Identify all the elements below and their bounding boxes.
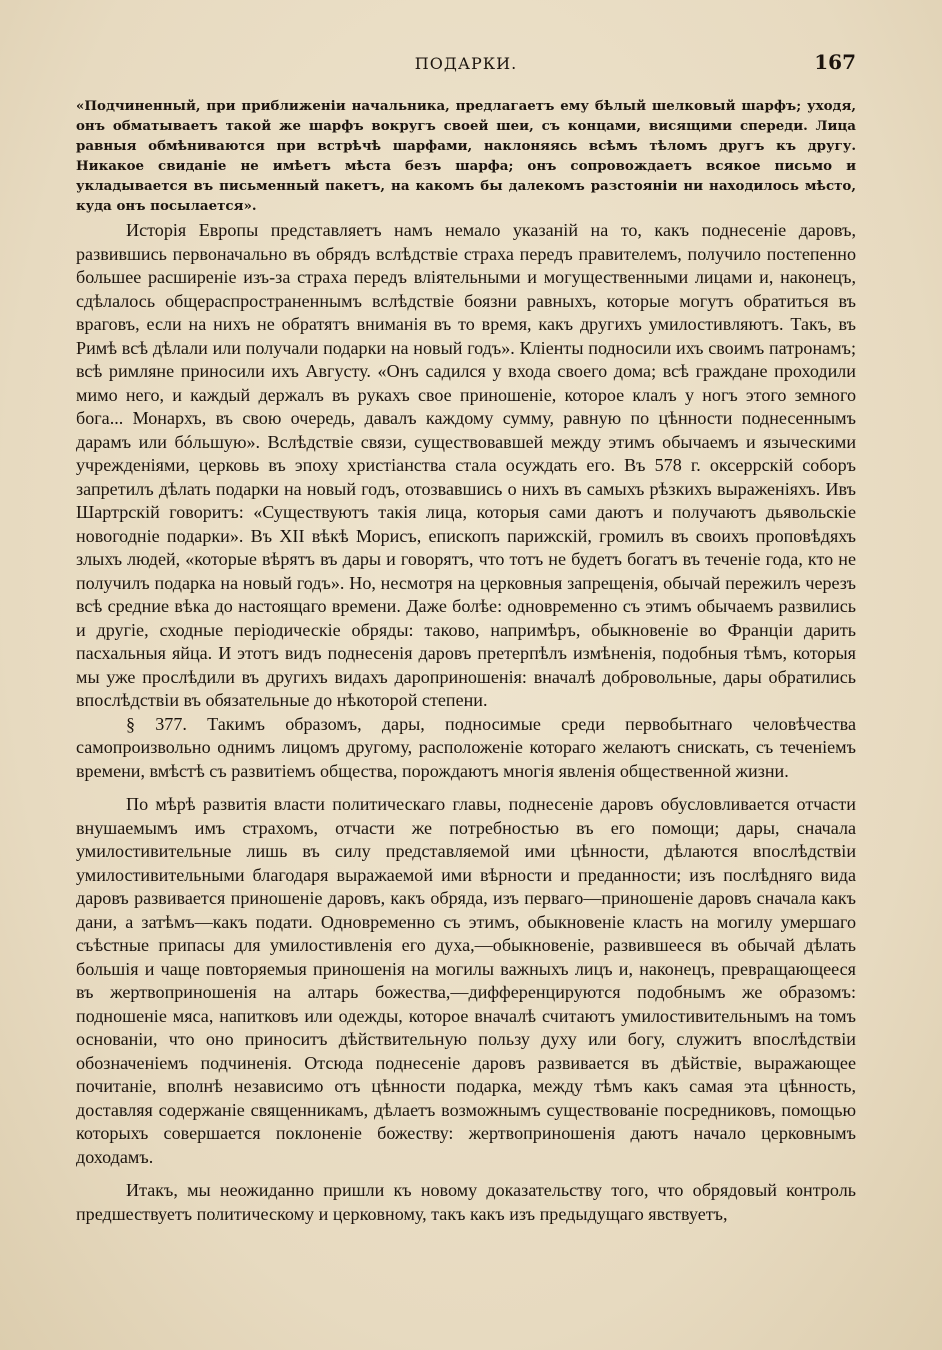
paragraph: Итакъ, мы неожиданно пришли къ новому доказательству того, что обрядовый контроль предшествуетъ политическому и церковному, такъ какъ изъ предыдущаго явствуетъ, bbox=[76, 1180, 856, 1224]
page-body bbox=[76, 96, 856, 1226]
paragraph-gap bbox=[76, 783, 856, 793]
page-number: 167 bbox=[814, 50, 856, 74]
paragraph-gap bbox=[76, 1169, 856, 1179]
paragraph: Исторiя Европы представляетъ намъ немало указанiй на то, какъ поднесенiе даровъ, развившись первоначально въ обрядъ вслѣдствiе страха передъ правителемъ, получило постепенно большее расширенiе изъ-за страха передъ влiятельными и могущественными лицами и, наконецъ, сдѣлалось общераспространеннымъ вслѣдствiе боязни равныхъ, которые могутъ обратиться въ враговъ, если на нихъ не обратятъ вниманiя въ то время, какъ другихъ умилостивляютъ. Такъ, въ Римѣ всѣ дѣлали или получали подарки на новый годъ». Клiенты подносили ихъ своимъ патронамъ; всѣ римляне приносили ихъ Августу. «Онъ садился у входа своего дома; всѣ граждане проходили мимо него, и каждый держалъ въ рукахъ свое приношенiе, которое клалъ у ногъ этого земного бога... Монархъ, въ свою очередь, давалъ каждому сумму, равную по цѣнности поднесеннымъ дарамъ или бóльшую». Вслѣдствiе связи, существовавшей между этимъ обычаемъ и языческими учрежденiями, церковь въ эпоху христiанства стала осуждать его. Въ 578 г. оксеррскiй соборъ запретилъ дѣлать подарки на новый годъ, отозвавшись о нихъ въ самыхъ рѣзкихъ выраженiяхъ. Ивъ Шартрскiй говоритъ: «Существуютъ такiя лица, которыя сами даютъ и получаютъ дьявольскiе новогоднiе подарки». Въ XII вѣкѣ Морисъ, епископъ парижскiй, громилъ въ своихъ проповѣдяхъ злыхъ людей, «которые вѣрятъ въ дары и говорятъ, что тотъ не будетъ богатъ въ теченiе года, кто не получилъ подарка на новый годъ». Но, несмотря на церковныя запрещенiя, обычай пережилъ черезъ всѣ средние вѣка до настоящаго времени. Даже болѣе: одновременно съ этимъ обычаемъ развились и другiе, сходные перiодическiе обряды: таково, напримѣръ, обыкновенiе во Францiи дарить пасхальныя яйца. И этотъ видъ поднесенiя даровъ претерпѣлъ измѣненiя, подобныя тѣмъ, которыя мы уже прослѣдили въ другихъ видахъ дароприношенiя: вначалѣ добровольные, дары обратились впослѣдствiи въ обязательные до нѣкоторой степени. bbox=[76, 220, 856, 710]
quoted-passage: «Подчиненный, при приближенiи начальника, предлагаетъ ему бѣлый шелковый шарфъ; уходя, онъ обматываетъ такой же шарфъ вокругъ своей шеи, съ концами, висящими спереди. Лица равныя обмѣниваются при встрѣчѣ шарфами, наклоняясь всѣмъ тѣломъ другъ къ другу. Никакое свиданiе не имѣетъ мѣста безъ шарфа; онъ сопровождаетъ всякое письмо и укладывается въ письменный пакетъ, на какомъ бы далекомъ разстоянiи ни находилось мѣсто, куда онъ посылается». bbox=[76, 98, 856, 214]
running-title: ПОДАРКИ. bbox=[414, 54, 518, 73]
paragraph-section-377: § 377. Такимъ образомъ, дары, подносимые среди первобытнаго человѣчества самопроизвольно однимъ лицомъ другому, расположенiе котораго желаютъ снискать, съ теченiемъ времени, вмѣстѣ съ развитiемъ общества, порождаютъ многiя явленiя общественной жизни. bbox=[76, 713, 856, 781]
page-header bbox=[76, 50, 856, 78]
paragraph: По мѣрѣ развитiя власти политическаго главы, поднесенiе даровъ обусловливается отчасти внушаемымъ имъ страхомъ, отчасти же потребностью въ его помощи; дары, сначала умилостивительные лишь въ силу представляемой ими цѣнности, дѣлаются впослѣдствiи умилостивительными благодаря выражаемой ими вѣрности и преданности; изъ послѣдняго вида даровъ развивается приношенiе даровъ, какъ обряда, изъ перваго—приношенiе даровъ сначала какъ дани, а затѣмъ—какъ подати. Одновременно съ этимъ, обыкновенiе класть на могилу умершаго съѣстные припасы для умилостивленiя его духа,—обыкновенiе, развившееся въ обычай дѣлать большiя и чаще повторяемыя приношенiя на могилы важныхъ лицъ и, наконецъ, превращающееся въ жертвоприношенiя на алтарь божества,—дифференцируются подобнымъ же образомъ: подношенiе мяса, напитковъ или одежды, которое вначалѣ считаютъ умилостивительнымъ на томъ основанiи, что оно приноситъ дѣйствительную пользу духу или богу, служитъ впослѣдствiи обозначенiемъ подчиненiя. Отсюда поднесенiе даровъ развивается въ дѣйствiе, выражающее почитанiе, вполнѣ независимо отъ цѣнности подарка, между тѣмъ какъ самая эта цѣнность, доставляя содержанiе священникамъ, дѣлаетъ возможнымъ существованiе посредниковъ, помощью которыхъ совершается поклоненiе божеству: жертвоприношенiя даютъ начало церковнымъ доходамъ. bbox=[76, 794, 856, 1167]
